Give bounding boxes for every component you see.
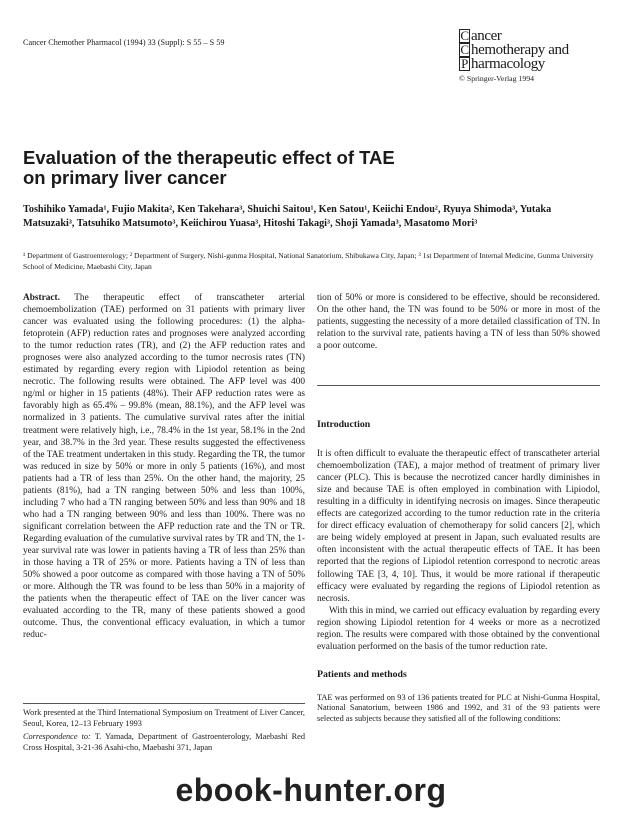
introduction-paragraph-2: With this in mind, we carried out efficacy evaluation by regarding every region showing Lipiodol retention for 4 weeks or more as a necrotized region. The results were compared with those obtained by the conventional evaluation performed on the basis of the tumor reduction rate. [317, 605, 600, 652]
copyright-notice: © Springer-Verlag 1994 [459, 74, 535, 83]
introduction-heading: Introduction [317, 419, 371, 430]
methods-heading: Patients and methods [317, 668, 407, 680]
abstract-label: Abstract. [23, 293, 60, 303]
article-title [23, 148, 603, 188]
journal-initial-c2: C [460, 42, 469, 57]
title-line-1: Evaluation of the therapeutic effect of TAE [23, 147, 395, 168]
right-column [317, 292, 600, 352]
journal-title-line-1 [459, 29, 599, 43]
journal-word-1: ancer [471, 28, 502, 44]
footnote-rule [23, 703, 305, 704]
journal-word-3: harmacology [471, 56, 545, 72]
journal-logo [459, 29, 599, 83]
journal-word-2: hemotherapy and [471, 42, 569, 58]
watermark: ebook-hunter.org [175, 772, 447, 808]
methods-paragraph-1: TAE was performed on 93 of 136 patients treated for PLC at Nishi-Gunma Hospital, National Sanatorium, between 1986 and 1992, and 31 of the 93 patients were selected as subjects because they satisfied all of the following conditions: [317, 692, 600, 723]
abstract-continuation: tion of 50% or more is considered to be effective, should be reconsidered. On the other hand, the TN was found to be 50% or more in most of the patients, suggesting the necessity of a more detailed classification of TN. In relation to the survival rate, patients having a TN of less than 50% showed a poor outcome. [317, 293, 600, 352]
introduction-section [317, 419, 600, 724]
presentation-note: Work presented at the Third International Symposium on Treatment of Liver Cancer, Seoul, Korea, 12–13 February 1993 [23, 708, 305, 728]
journal-title-line-3 [459, 57, 599, 71]
journal-title-line-2 [459, 43, 599, 57]
title-line-2: on primary liver cancer [23, 167, 227, 188]
affiliations: ¹ Department of Gastroenterology; ² Department of Surgery, Nishi-gunma Hospital, National Sanatorium, Shibukawa City, Japan; ³ 1st Department of Internal Medicine, Gunma University School of Medicine, Maebashi City, Japan [23, 251, 594, 271]
abstract [23, 292, 305, 641]
journal-initial-c1: C [460, 28, 469, 43]
footnotes [23, 708, 305, 753]
correspondence-label: Correspondence to: [23, 732, 91, 741]
abstract-text: The therapeutic effect of transcatheter arterial chemoembolization (TAE) performed on 31 patients with primary liver cancer was evaluated using the following procedures: (1) the alpha-fetoprotein (AFP) reduction rates and prognoses were analyzed according to the tumor reduction rates (TR), and (2) the AFP reduction rates and prognoses were also analyzed according to the tumor necrosis rates (TN) estimated by regarding every region with Lipiodol retention as being necrotic. The following results were obtained. The AFP level was 400 ng/ml or higher in 15 patients (48%). Their AFP reduction rates were as favorably high as 65.4% – 99.8% (mean, 88.1%), and the AFP level was normalized in 3 patients. The cumulative survival rates after the initial treatment were relatively high, i.e., 78.4% in the 1st year, 58.1% in the 2nd year, and 38.7% in the 3rd year. These results suggested the effectiveness of the TAE treatment undertaken in this study. Regarding the TR, the tumor was reduced in size by 50% or more in only 5 patients (16%), and most patients had a TR of less than 25%. On the other hand, the majority, 25 patients (81%), had a TN ranging between 50% and less than 100%, including 7 who had a TN ranging between 50% and less than 90% and 18 who had a TN ranging between 90% and less than 100%. There was no significant correlation between the AFP reduction rate and the TN or TR. Regarding evaluation of the cumulative survival rates by TR and TN, the 1-year survival rate was lower in patients having a TR of less than 25% than in those having a TR of 25% or more. Patients having a TN of less than 50% showed a poor outcome as compared with those having a TN of 50% or more. Although the TR was found to be less than 50% in a majority of the patients when the therapeutic effect of TAE on the liver cancer was evaluated according to the TR, many of these patients showed a good outcome. Thus, the conventional efficacy evaluation, in which a tumor reduc- [23, 293, 305, 641]
author-list: Toshihiko Yamada¹, Fujio Makita², Ken Takehara³, Shuichi Saitou¹, Ken Satou¹, Keiichi Endou², Ryuya Shimoda³, Yutaka Matsuzaki³, Tatsuhiko Matsumoto³, Keiichirou Yuasa³, Hitoshi Takagi³, Shoji Yamada³, Masatomo Mori³ [23, 204, 552, 229]
correspondence-address: T. Yamada, Department of Gastroenterology, Maebashi Red Cross Hospital, 3-21-36 Asahi-cho, Maebashi 371, Japan [23, 732, 305, 752]
journal-initial-p: P [459, 57, 470, 71]
introduction-paragraph-1: It is often difficult to evaluate the therapeutic effect of transcatheter arterial chemoembolization (TAE), a major method of treatment of primary liver cancer (PLC). This is because the necrotized cancer hardly diminishes in size and because TAE is often employed in combination with Lipiodol, resulting in a difficulty in identifying necrosis on images. Since therapeutic effects are categorized according to the tumor reduction rate in the criteria for direct efficacy evaluation of chemotherapy for solid cancers [2], which are being widely employed at present in Japan, such evaluated results are often inconsistent with the actual therapeutic effects of TAE. It has been reported that the regions of Lipiodol retention correspond to necrotic areas following TAE [3, 4, 10]. Thus, it would be more rational if therapeutic efficacy were evaluated by regarding the regions of Lipiodol retention as necrosis. [317, 449, 600, 604]
correspondence-note [23, 732, 305, 753]
running-citation: Cancer Chemother Pharmacol (1994) 33 (Suppl): S 55 – S 59 [23, 38, 225, 47]
section-divider [317, 385, 600, 386]
